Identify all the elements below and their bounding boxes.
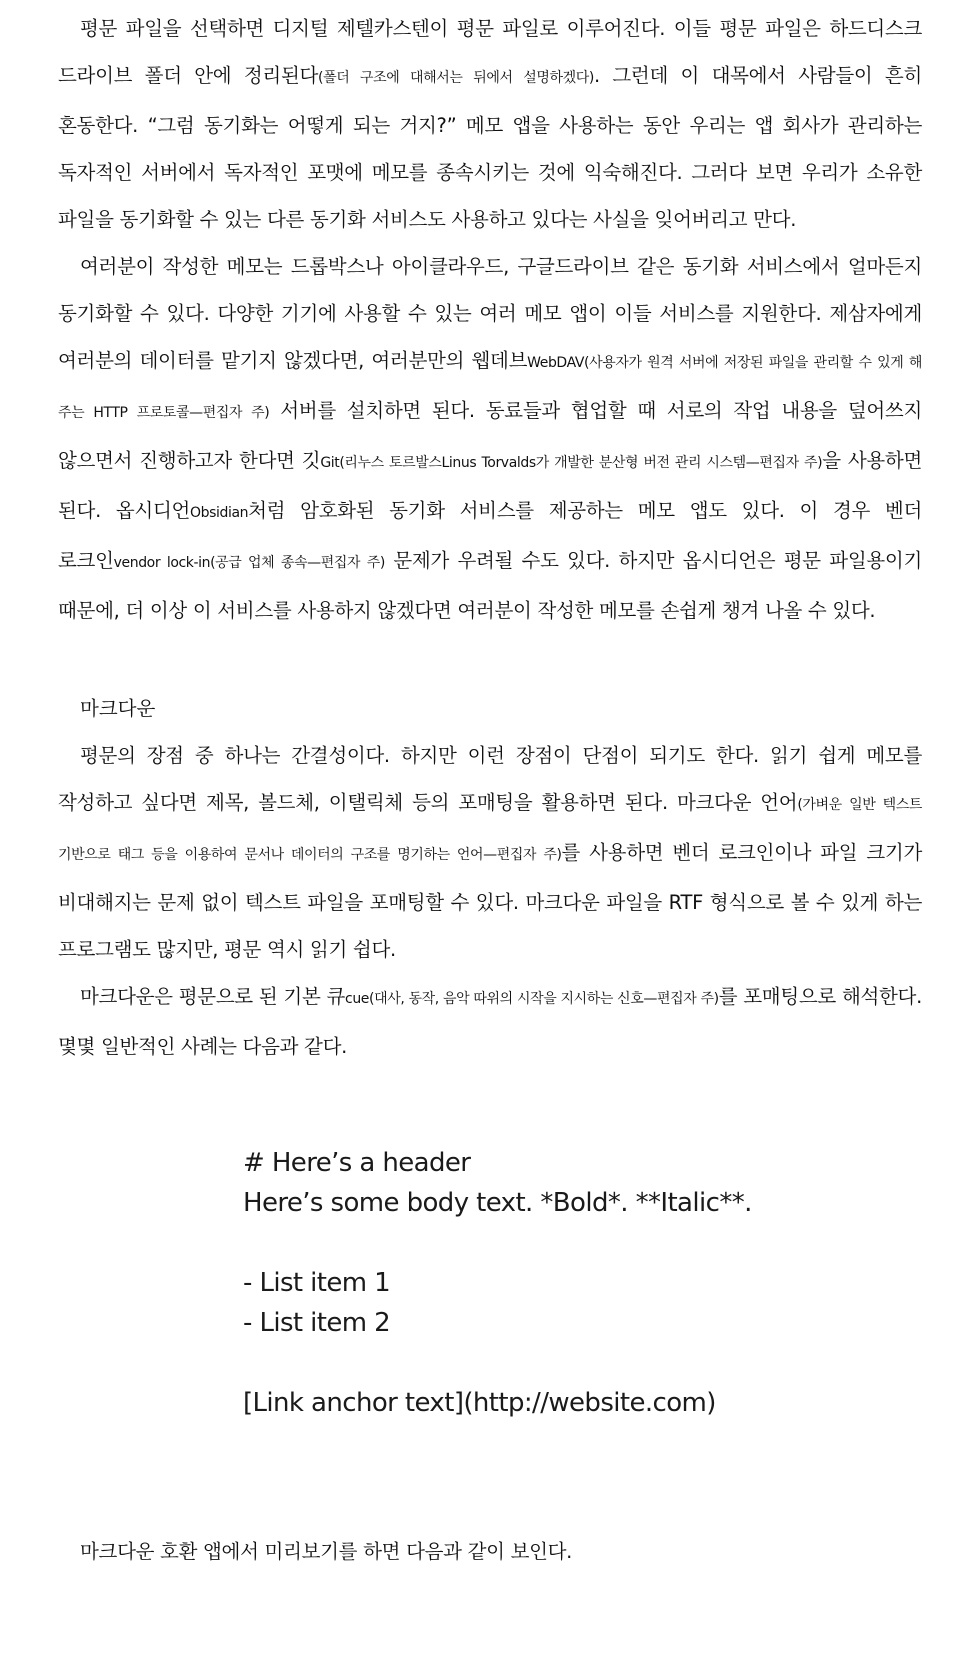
editor-note-git: Git(리누스 토르발스Linus Torvalds가 개발한 분산형 버전 관리 시스템—편집자 주)	[320, 455, 823, 471]
markdown-example-block	[243, 1143, 752, 1423]
editor-note: (폴더 구조에 대해서는 뒤에서 설명하겠다)	[318, 70, 594, 86]
paragraph-sync-services	[58, 243, 922, 634]
code-line-link: [Link anchor text](http://website.com)	[243, 1388, 716, 1418]
paragraph-plain-text-files	[58, 0, 922, 243]
code-line-blank	[243, 1223, 752, 1263]
paragraph-text: 여러분이 작성한 메모는 드롭박스나 아이클라우드, 구글드라이브 같은 동기화 서비스에서 얼마든지 동기화할 수 있다. 다양한 기기에 사용할 수 있는 여러 메모 앱이 이들 서비스를 지원한다. 제삼자에게 여러분의 데이터를 맡기지 않겠다면, 여러분만의 웹데브	[58, 255, 922, 372]
editor-note-vendor-lockin: vendor lock-in(공급 업체 종속—편집자 주)	[113, 555, 385, 571]
paragraph-text: 평문의 장점 중 하나는 간결성이다. 하지만 이런 장점이 단점이 되기도 한다. 읽기 쉽게 메모를 작성하고 싶다면 제목, 볼드체, 이탤릭체 등의 포매팅을 활용하면 된다. 마크다운 언어	[58, 744, 922, 814]
paragraph-text: 평문 파일을 선택하면 디지털 제텔카스텐이 평문 파일로 이루어진다. 이들 평문 파일은 하드디스크 드라이브 폴더 안에 정리된다	[58, 17, 922, 87]
code-line-list-item: - List item 2	[243, 1308, 391, 1338]
code-line-header: # Here’s a header	[243, 1148, 471, 1178]
editor-note-markdown: (가벼운 일반 텍스트 기반으로 태그 등을 이용하여 문서나 데이터의 구조를 명기하는 언어—편집자 주)	[58, 797, 922, 863]
paragraph-text: 서버를 설치하면 된다. 동료들과 협업할 때 서로의 작업 내용을 덮어쓰지 않으면서 진행하고자 한다면 깃	[58, 399, 922, 472]
editor-note-cue: cue(대사, 동작, 음악 따위의 시작을 지시하는 신호—편집자 주)	[345, 991, 719, 1007]
editor-note-webdav: WebDAV(사용자가 원격 서버에 저장된 파일을 관리할 수 있게 해 주는 HTTP 프로토콜—편집자 주)	[58, 355, 922, 421]
paragraph-text: . 그런데 이 대목에서 사람들이 흔히 혼동한다. “그럼 동기화는 어떻게 되는 거지?” 메모 앱을 사용하는 동안 우리는 앱 회사가 관리하는 독자적인 서버에서 독자적인 포맷에 메모를 종속시키는 것에 익숙해진다. 그러다 보면 우리가 소유한 파일을 동기화할 수 있는 다른 동기화 서비스도 사용하고 있다는 사실을 잊어버리고 만다.	[58, 64, 922, 231]
paragraph-text: 문제가 우려될 수도 있다. 하지만 옵시디언은 평문 파일용이기 때문에, 더 이상 이 서비스를 사용하지 않겠다면 여러분이 작성한 메모를 손쉽게 챙겨 나올 수 있다.	[58, 549, 922, 622]
paragraph-text: 를 사용하면 벤더 로크인이나 파일 크기가 비대해지는 문제 없이 텍스트 파일을 포매팅할 수 있다. 마크다운 파일을 RTF 형식으로 볼 수 있게 하는 프로그램도 많지만, 평문 역시 읽기 쉽다.	[58, 841, 922, 961]
paragraph-text: 처럼 암호화된 동기화 서비스를 제공하는 메모 앱도 있다. 이 경우 벤더 로크인	[58, 499, 922, 572]
code-line-body: Here’s some body text. *Bold*. **Italic**.	[243, 1188, 752, 1218]
editor-note-obsidian: Obsidian	[190, 505, 249, 521]
paragraph-text: 마크다운은 평문으로 된 기본 큐	[80, 985, 346, 1008]
paragraph-preview-intro: 마크다운 호환 앱에서 미리보기를 하면 다음과 같이 보인다.	[80, 1539, 573, 1563]
paragraph-text: 을 사용하면 된다. 옵시디언	[58, 449, 922, 522]
paragraph-markdown-cues	[58, 973, 922, 1070]
code-line-list-item: - List item 1	[243, 1268, 391, 1298]
code-line-blank	[243, 1343, 752, 1383]
paragraph-markdown-intro	[58, 732, 922, 973]
paragraph-text: 를 포매팅으로 해석한다. 몇몇 일반적인 사례는 다음과 같다.	[58, 985, 922, 1058]
section-heading-markdown: 마크다운	[80, 697, 156, 720]
document-body	[58, 0, 922, 1070]
